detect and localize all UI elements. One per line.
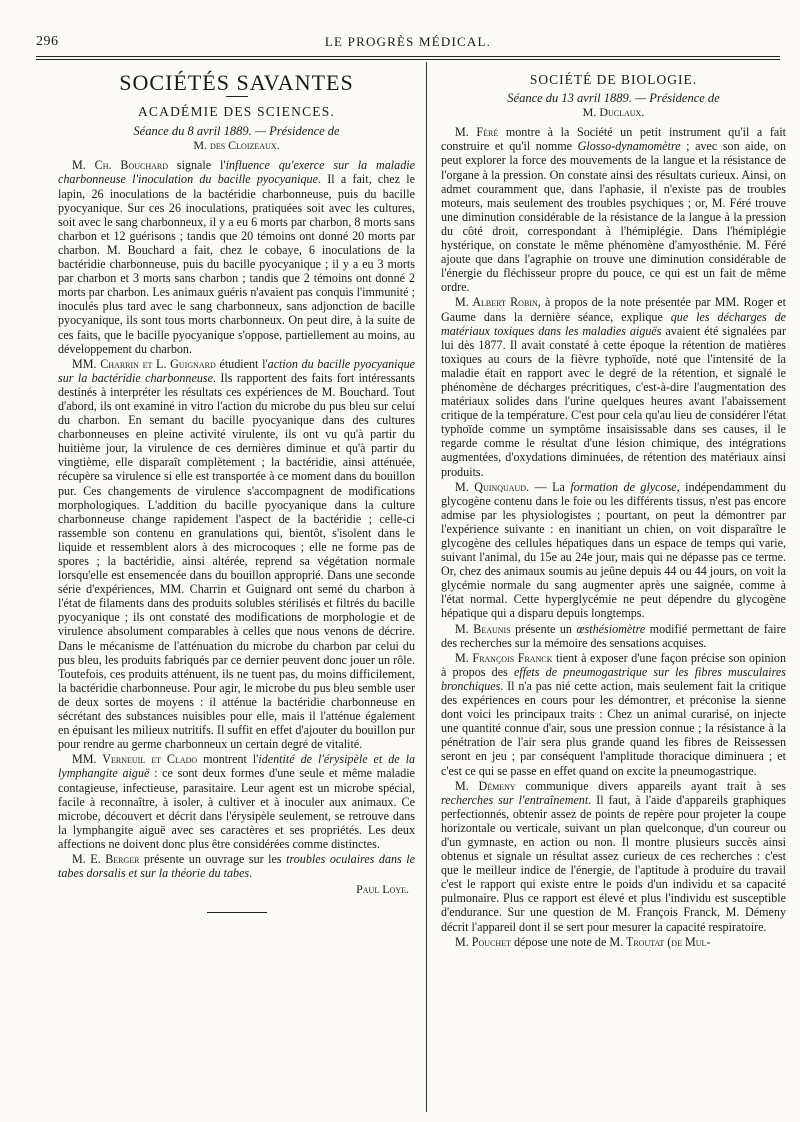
paragraph-text: présente un [510,621,577,636]
column-divider [426,62,427,1112]
author-signature: Paul Loye. [356,882,409,897]
paragraph-text: M. Troutat (de Mul- [609,934,711,949]
paragraph-lead: M. Féré [455,125,499,140]
paragraph-text: tient à exposer d'une façon précise son opinion à propos des [441,650,786,679]
paragraph-lead: MM. Verneuil et Clado [72,752,198,767]
paragraph-berger [58,852,415,880]
section-title: SOCIÉTÉS SAVANTES [119,70,354,95]
seance-line: Séance du 13 avril 1889. — Présidence de [507,91,720,106]
paragraph-verneuil [58,752,415,851]
paragraph-bouchard [58,158,415,355]
paragraph-text: modifié permettant de faire des recherches sur la mémoire des sensations acquises. [441,621,786,650]
society-title: SOCIÉTÉ DE BIOLOGIE. [529,72,698,87]
seance-line: Séance du 8 avril 1889. — Présidence de [133,124,340,139]
paragraph-franck [441,651,786,778]
paragraph-italic: œsthésiomètre [576,621,646,636]
right-column [441,66,786,949]
left-column [58,66,415,913]
paragraph-lead: M. Démeny [455,778,516,793]
paragraph-text: . Il faut, à l'aide d'appareils graphiques perfectionnés, obtenir assez de points de repère pour projeter la coupe horizontale ou verticale, suivant un plan quelconque, d'un coureur ou d'un gymnaste, en action ou non. Il montre plusieurs succès ainsi obtenus et signale un résultat assez curieux de ces recherches : c'est que le meilleur indice de l'énergie, de l'aptitude à produire du travail c'est le rapport qui existe entre le poids d'un individu et sa capacité pulmonaire. Plus ce rapport est élevé et plus l'individu est susceptible d'endurance. Sur une question de M. François Franck, M. Démeny décrit l'appareil dont il se sert pour mesurer la capacité respiratoire. [441,792,786,934]
paragraph-italic: que les décharges de matériaux toxiques dans les maladies aiguës [441,309,787,338]
title-rule [226,96,248,97]
paragraph-text: étudient l' [215,356,268,371]
paragraph-beaunis [441,622,786,650]
paragraph-text: avaient été signalées par lui dès 1877. Il avait constaté à cette époque la rétention de matières toxiques au cours de la fièvre typhoïde, noté que l'intensité de la maladie était en rapport avec le degré de la rétention, et signalé le phénomène de décharges précritiques, c'est-à-dire l'augmentation des matériaux solides dans l'urine quelques heures avant l'abaissement critique de la température. C'est pour cela qu'au lieu de considérer l'état typhoïde comme un symptôme insaisissable dans ses causes, il le regarde comme le résultat d'une lésion chimique, des intégrations augmentées, d'oxydations diminuées, de rétention des matériaux ainsi produits. [441,323,787,479]
paragraph-text: . — La [526,479,571,494]
paragraph-lead: M. Beaunis [455,621,511,636]
paragraph-charrin [58,357,415,752]
paragraph-italic: formation de glycose [570,479,677,494]
paragraph-text: dépose une note de [510,934,610,949]
paragraph-italic: troubles oculaires dans le tabes dorsalis et sur la théorie du tabes [58,851,415,881]
paragraph-lead: M. E. Berger [72,851,140,866]
paragraph-demeny [441,779,786,934]
paragraph-text: , indépendamment du glycogène contenu dans le foie ou les différents tissus, n'est pas encore admise par les physiologistes ; pourtant, on peut la démontrer par l'expérience suivante : en inanitiant un chien, on voit disparaître le glycogène des cellules hépatiques dans un espace de temps qui varie, suivant l'animal, du 15e au 24e jour, mais qui ne dépasse pas ce terme. Or, chez des animaux soumis au jeûne depuis 44 ou 44 jours, on voit la glycémie normale du sang augmenter après une saignée, comme à l'état normal. Cette hyperglycémie ne peut dépendre du glycogène hépatique qui a disparu depuis longtemps. [441,479,787,621]
running-title: LE PROGRÈS MÉDICAL. [324,34,492,49]
paragraph-lead: MM. Charrin et L. Guignard [72,356,216,371]
page-header [36,34,780,54]
paragraph-text: . [249,866,253,881]
academy-title: ACADÉMIE DES SCIENCES. [137,104,336,120]
seance-president: M. des Cloizeaux. [193,138,280,153]
paragraph-text: : ce sont deux formes d'une seule et même maladie contagieuse, infectieuse, parasitaire. Leur agent est un microbe spécial, facile à reconnaître, à isoler, à cultiver et à inoculer aux animaux. Ce microbe, découvert et décrit dans l'érysipèle seulement, se retrouve dans la lymphangite aiguë avec ses caractères et ses propriétés. Les deux affections ne doivent donc plus être considérées comme distinctes. [58,766,415,851]
paragraph-text: , à propos de la note présentée par MM. Roger et Gaume dans la dernière séance, explique [441,295,786,324]
paragraph-italic: effets de pneumogastrique sur les fibres musculaires bronchiques [441,664,786,693]
page-number: 296 [36,34,59,49]
seance-president: M. Duclaux. [582,105,645,120]
paragraph-text: communique divers appareils ayant trait à ses [515,778,786,793]
paragraph-lead: M. Ch. Bouchard [72,158,169,173]
paragraph-italic: recherches sur l'entraînement [441,792,589,807]
paragraph-pouchet [441,935,786,949]
paragraph-fere [441,125,786,294]
paragraph-lead: M. Albert Robin [455,295,538,310]
paragraph-lead: M. Quinquaud [455,479,527,494]
paragraph-robin [441,295,786,478]
paragraph-lead: M. Pouchet [455,934,511,949]
paragraph-text: . Il a fait, chez le lapin, 26 inoculations de la bactéridie charbonneuse, puis du bacille pyocyanique. Sur ces 26 inoculations, pratiquées soit avec les cultures, soit avec le sang charbonneux, il y a eu 6 morts par charbon, 8 morts sans charbon et 12 guérisons ; tandis que 20 témoins ont donné 20 morts par charbon. M. Bouchard a fait, chez le cobaye, 6 inoculations de la bactéridie charbonneuse, puis du bacille pyocyanique ; il y a eu 3 morts par charbon et 3 morts sans charbon ; tandis que 2 témoins ont donné 2 morts par charbon. Les animaux guéris n'avaient pas conquis l'immunité ; inoculés plus tard avec le sang charbonneux, sans adjonction de bacille pyocyanique, ils sont tous morts charbonneux. On peut dire, à la suite de ces faits, que le bacille pyocyanique s'oppose, partiellement au moins, au développement du charbon. [58,172,415,356]
paragraph-lead: M. François Franck [455,650,553,665]
paragraph-italic: Glosso-dynamomètre [577,139,681,154]
paragraph-text: montre à la Société un petit instrument qu'il a fait construire et qu'il nomme [441,125,786,154]
paragraph-italic: identité de l'érysipèle et de la lymphangite aiguë [58,752,416,781]
paragraph-text: signale l' [168,158,226,173]
paragraph-text: ; avec son aide, on peut explorer la force des mouvements de la langue et la résistance de l'organe à la pression. On constate ainsi des résultats curieux. Ainsi, on admet couramment que, dans l'aphasie, il n'existe pas de troubles moteurs, mais seulement des troubles psychiques ; or, M. Féré trouve une diminution considérable de la résistance de la langue à la pression du côté droit, correspondant à l'hémiplégie. Dans l'hémiplégie hystérique, on constate le même phénomène d'amyosthénie. M. Féré ajoute que dans l'agraphie on trouve une diminution considérable de l'énergie du fléchisseur propre du pouce, ce qui est un fait de même ordre. [441,139,787,295]
paragraph-text: présente un ouvrage sur les [139,851,287,866]
header-rule [36,56,780,60]
end-rule [207,912,267,913]
paragraph-quinquaud [441,480,786,621]
paragraph-text: . Il n'a pas nié cette action, mais seulement fait la critique des expériences en cours pour les démontrer, et préconise la sienne dont voici les principaux traits : Chez un animal curarisé, on injecte une quantité connue d'air, sous une pression connue ; la résistance à la pénétration de l'air sera plus grande quand les fibres de Reissessen seront en jeu ; par conséquent l'amplitude thoracique diminuera ; et c'est ce qui se passe en effet quand on excite la pneumogastrique. [441,678,786,778]
paragraph-text: montrent l' [197,752,259,767]
paragraph-italic: action du bacille pyocyanique sur la bactéridie charbonneuse [58,356,416,385]
paragraph-italic: influence qu'exerce sur la maladie charbonneuse l'inoculation du bacille pyocyanique [58,158,415,187]
paragraph-text: . Ils rapportent des faits fort intéressants destinés à interpréter les résultats ces expériences de M. Bouchard. Tout d'abord, ils ont examiné in vitro l'action du microbe du pus bleu sur celui du charbon. En semant du bacille pyocyanique dans des cultures charbonneuses en pleine activité virulente, ils ont vu qu'à partir du huitième jour, la virulence de ces dernières diminue et qu'à partir du vingtième, elle disparaît complètement ; la bactéridie, ainsi atténuée, récupère sa virulence si elle est transportée à ce moment dans du bouillon pur. Ces changements de virulence s'accompagnent de modifications morphologiques. L'addition du bacille pyocyanique dans la culture charbonneuse change rapidement l'aspect de la bactéridie ; celle-ci rassemble son contenu en granulations qui, bientôt, s'isolent dans le liquide et ressemblent alors à des microcoques ; elle ne forme pas de spores ; la bactéridie, ainsi altérée, reprend sa végétation normale lorsqu'elle est ensemencée dans du bouillon approprié. Dans une seconde série d'expériences, MM. Charrin et Guignard ont semé du charbon à l'état de filaments dans des produits solubles stérilisés et filtrés du bacille pyocyanique ; ils ont constaté des modifications de morphologie et de virulence absolument comparables à celles que nous venons de décrire. Dans le mécanisme de l'atténuation du microbe du charbon par celui du pus bleu, les produits fabriqués par ce dernier peuvent donc jouer un rôle. Toutefois, ces produits atténuent, ils ne tuent pas, du moins difficilement, la bactéridie charbonneuse. Pour agir, le microbe du pus bleu semble user de deux sortes de moyens : il atténue la bactéridie charbonneuse en sécrétant des substances nuisibles pour elle, mais il l'atténue également en épuisant les milieux nutritifs. Il suffit en effet d'ajouter du bouillon pur pour rendre au germe charbonneux un certain degré de vitalité. [58,370,415,752]
